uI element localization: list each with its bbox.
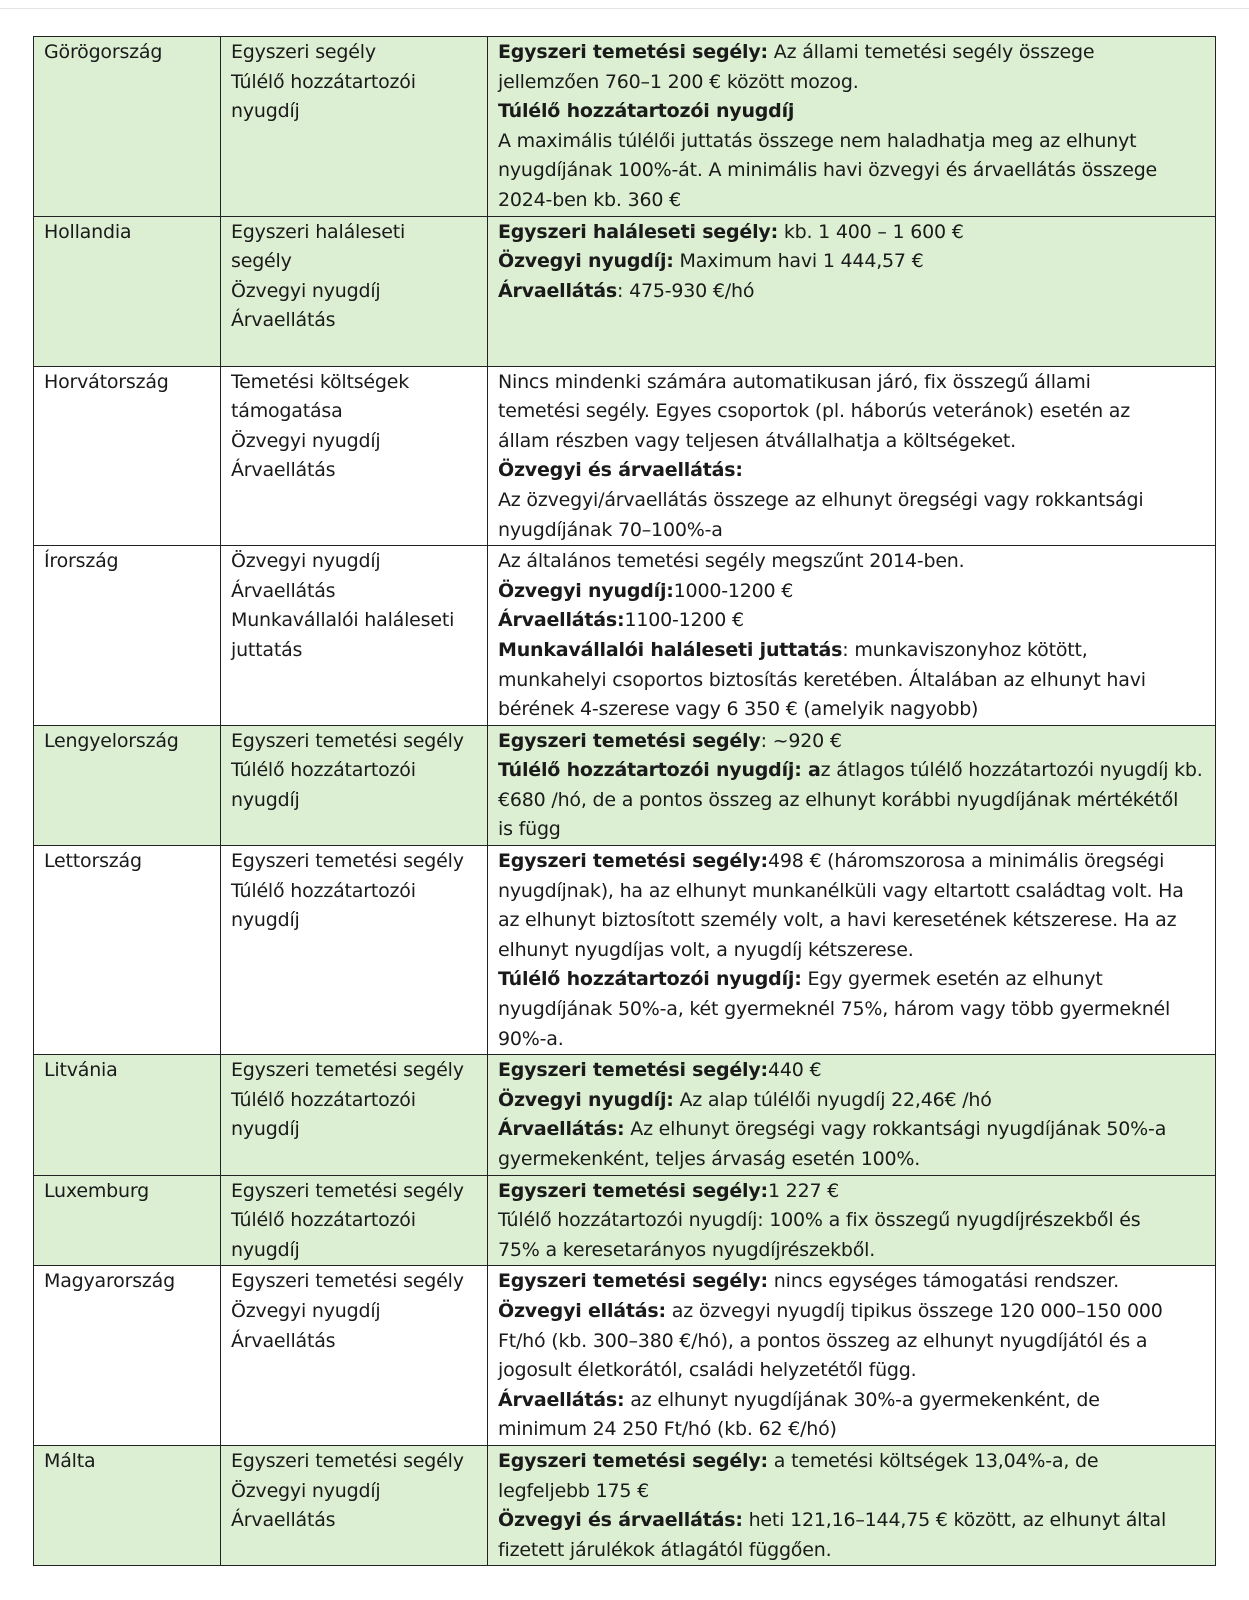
detail-line: nyugdíjának 100%-át. A minimális havi özvegyi és árvaellátás összege — [498, 159, 1158, 182]
detail-line: Túlélő hozzátartozói nyugdíj: 100% a fix összegű nyugdíjrészekből és — [498, 1209, 1141, 1232]
details-cell — [488, 1055, 1216, 1175]
benefit-type: Túlélő hozzátartozói — [231, 879, 416, 902]
country-name: Hollandia — [44, 220, 132, 243]
details-cell — [488, 1175, 1216, 1266]
detail-line: Túlélő hozzátartozói nyugdíj: Egy gyermek esetén az elhunyt — [498, 968, 1103, 991]
details-cell — [488, 546, 1216, 726]
detail-line: A maximális túlélői juttatás összege nem haladhatja meg az elhunyt — [498, 129, 1137, 152]
detail-line: temetési segély. Egyes csoportok (pl. háborús veteránok) esetén az — [498, 400, 1131, 423]
benefit-type: Egyszeri temetési segély — [231, 1449, 464, 1472]
benefit-type: Árvaellátás — [231, 459, 336, 482]
detail-line: Egyszeri haláleseti segély: kb. 1 400 – 1 600 € — [498, 220, 964, 243]
benefit-type: nyugdíj — [231, 909, 300, 932]
detail-line: Nincs mindenki számára automatikusan járó, fix összegű állami — [498, 370, 1091, 393]
benefit-type: Özvegyi nyugdíj — [231, 279, 381, 302]
table-row — [34, 1445, 1216, 1565]
detail-line: Özvegyi nyugdíj:1000-1200 € — [498, 579, 794, 602]
detail-line: nyugdíjának 50%-a, két gyermeknél 75%, három vagy több gyermeknél — [498, 998, 1171, 1021]
benefit-types-cell — [221, 725, 488, 845]
country-cell — [34, 846, 221, 1055]
detail-line: minimum 24 250 Ft/hó (kb. 62 €/hó) — [498, 1418, 837, 1441]
detail-line: Árvaellátás: az elhunyt nyugdíjának 30%-a gyermekenként, de — [498, 1388, 1100, 1411]
detail-line: állam részben vagy teljesen átvállalhatja a költségeket. — [498, 429, 1017, 452]
table-row — [34, 546, 1216, 726]
country-cell — [34, 366, 221, 546]
detail-line: 2024-ben kb. 360 € — [498, 188, 681, 211]
benefit-types-cell — [221, 1445, 488, 1565]
country-cell — [34, 37, 221, 217]
detail-line: Árvaellátás: Az elhunyt öregségi vagy rokkantsági nyugdíjának 50%-a — [498, 1118, 1167, 1141]
benefit-type: Árvaellátás — [231, 1509, 336, 1532]
country-cell — [34, 1445, 221, 1565]
benefit-type: Túlélő hozzátartozói — [231, 759, 416, 782]
details-cell — [488, 216, 1216, 366]
benefit-type: Özvegyi nyugdíj — [231, 1299, 381, 1322]
benefit-type: Munkavállalói haláleseti — [231, 609, 455, 632]
benefit-type: nyugdíj — [231, 1238, 300, 1261]
detail-line: 90%-a. — [498, 1027, 564, 1050]
benefit-type: Túlélő hozzátartozói — [231, 1088, 416, 1111]
detail-line: Özvegyi és árvaellátás: — [498, 459, 743, 482]
detail-line: Egyszeri temetési segély:1 227 € — [498, 1179, 840, 1202]
country-cell — [34, 725, 221, 845]
benefit-type: támogatása — [231, 400, 343, 423]
country-cell — [34, 1175, 221, 1266]
benefit-type: juttatás — [231, 638, 303, 661]
country-cell — [34, 216, 221, 366]
benefit-type: Egyszeri segély — [231, 41, 376, 63]
benefit-types-cell — [221, 37, 488, 217]
benefit-type: Árvaellátás — [231, 1329, 336, 1352]
benefit-types-cell — [221, 1175, 488, 1266]
benefit-type: Egyszeri temetési segély — [231, 1270, 464, 1293]
detail-line: Munkavállalói haláleseti juttatás: munkaviszonyhoz kötött, — [498, 638, 1088, 661]
table-row — [34, 1175, 1216, 1266]
detail-line: Egyszeri temetési segély: ~920 € — [498, 729, 842, 752]
detail-line: jogosult életkorától, családi helyzetétől függ. — [498, 1359, 917, 1382]
page-top-edge — [0, 0, 1249, 9]
country-cell — [34, 1266, 221, 1446]
detail-line: gyermekenként, teljes árvaság esetén 100%. — [498, 1148, 921, 1170]
table-row — [34, 216, 1216, 366]
detail-line: bérének 4-szerese vagy 6 350 € (amelyik nagyobb) — [498, 698, 979, 721]
benefit-types-cell — [221, 846, 488, 1055]
table-row — [34, 846, 1216, 1055]
country-name: Luxemburg — [44, 1179, 149, 1202]
detail-line: nyugdíjának 70–100%-a — [498, 518, 723, 541]
detail-line: munkahelyi csoportos biztosítás keretében. Általában az elhunyt havi — [498, 668, 1146, 691]
detail-line: Egyszeri temetési segély:440 € — [498, 1059, 822, 1082]
details-cell — [488, 37, 1216, 217]
detail-line: Özvegyi és árvaellátás: heti 121,16–144,75 € között, az elhunyt által — [498, 1509, 1167, 1532]
detail-line: Özvegyi nyugdíj: Az alap túlélői nyugdíj 22,46€ /hó — [498, 1088, 992, 1111]
benefit-type: Túlélő hozzátartozói — [231, 70, 416, 93]
country-cell — [34, 546, 221, 726]
detail-line: jellemzően 760–1 200 € között mozog. — [498, 70, 859, 93]
benefit-types-cell — [221, 1055, 488, 1175]
table-row — [34, 1266, 1216, 1446]
benefit-type: Egyszeri haláleseti — [231, 220, 406, 243]
country-name: Litvánia — [44, 1059, 118, 1082]
detail-line: Egyszeri temetési segély:498 € (háromszorosa a minimális öregségi — [498, 850, 1165, 873]
details-cell — [488, 725, 1216, 845]
detail-line: fizetett járulékok átlagától függően. — [498, 1538, 832, 1561]
detail-line: elhunyt nyugdíjas volt, a nyugdíj kétszerese. — [498, 938, 914, 961]
details-cell — [488, 846, 1216, 1055]
benefit-type: Egyszeri temetési segély — [231, 850, 464, 873]
benefit-type: nyugdíj — [231, 788, 300, 811]
benefit-type: nyugdíj — [231, 100, 300, 123]
benefit-type: Árvaellátás — [231, 579, 336, 602]
benefit-types-cell — [221, 216, 488, 366]
benefit-type: Túlélő hozzátartozói — [231, 1209, 416, 1232]
detail-line: Özvegyi ellátás: az özvegyi nyugdíj tipikus összege 120 000–150 000 — [498, 1299, 1163, 1322]
benefit-types-cell — [221, 366, 488, 546]
detail-line: Az özvegyi/árvaellátás összege az elhunyt öregségi vagy rokkantsági — [498, 488, 1144, 511]
country-cell — [34, 1055, 221, 1175]
country-name: Lettország — [44, 850, 142, 873]
country-name: Horvátország — [44, 370, 169, 393]
country-name: Írország — [44, 550, 119, 573]
detail-line: Az általános temetési segély megszűnt 2014-ben. — [498, 550, 965, 573]
details-cell — [488, 1266, 1216, 1446]
table-row — [34, 366, 1216, 546]
country-name: Lengyelország — [44, 729, 179, 752]
table-row — [34, 1055, 1216, 1175]
detail-line: 75% a keresetarányos nyugdíjrészekből. — [498, 1238, 876, 1261]
benefit-types-cell — [221, 546, 488, 726]
benefit-type: Árvaellátás — [231, 309, 336, 332]
detail-line: nyugdíjnak), ha az elhunyt munkanélküli vagy eltartott családtag volt. Ha — [498, 879, 1184, 902]
benefit-type: segély — [231, 250, 292, 273]
detail-line: Ft/hó (kb. 300–380 €/hó), a pontos összeg az elhunyt nyugdíjától és a — [498, 1329, 1148, 1352]
country-name: Görögország — [44, 41, 163, 63]
benefit-type: nyugdíj — [231, 1118, 300, 1141]
detail-line: Egyszeri temetési segély: a temetési költségek 13,04%-a, de — [498, 1449, 1099, 1472]
detail-line: Árvaellátás:1100-1200 € — [498, 609, 744, 632]
country-name: Magyarország — [44, 1270, 175, 1293]
detail-line: Özvegyi nyugdíj: Maximum havi 1 444,57 € — [498, 250, 924, 273]
benefit-type: Temetési költségek — [231, 370, 410, 393]
detail-line: legfeljebb 175 € — [498, 1479, 650, 1502]
benefits-table — [33, 36, 1216, 1566]
detail-line: Árvaellátás: 475-930 €/hó — [498, 279, 755, 302]
detail-line: Egyszeri temetési segély: Az állami temetési segély összege — [498, 41, 1095, 63]
detail-line: az elhunyt biztosított személy volt, a havi keresetének kétszerese. Ha az — [498, 909, 1177, 932]
benefit-type: Egyszeri temetési segély — [231, 1179, 464, 1202]
table-row — [34, 725, 1216, 845]
benefit-type: Egyszeri temetési segély — [231, 1059, 464, 1082]
detail-line: Túlélő hozzátartozói nyugdíj: az átlagos túlélő hozzátartozói nyugdíj kb. — [498, 759, 1203, 782]
detail-line: Túlélő hozzátartozói nyugdíj — [498, 100, 795, 123]
benefit-type: Egyszeri temetési segély — [231, 729, 464, 752]
benefit-type: Özvegyi nyugdíj — [231, 550, 381, 573]
detail-line: €680 /hó, de a pontos összeg az elhunyt korábbi nyugdíjának mértékétől — [498, 788, 1179, 811]
benefit-type: Özvegyi nyugdíj — [231, 429, 381, 452]
details-cell — [488, 366, 1216, 546]
benefit-types-cell — [221, 1266, 488, 1446]
detail-line: is függ — [498, 818, 561, 841]
country-name: Málta — [44, 1449, 96, 1472]
benefit-type: Özvegyi nyugdíj — [231, 1479, 381, 1502]
details-cell — [488, 1445, 1216, 1565]
detail-line: Egyszeri temetési segély: nincs egységes támogatási rendszer. — [498, 1270, 1119, 1293]
table-row — [34, 37, 1216, 217]
